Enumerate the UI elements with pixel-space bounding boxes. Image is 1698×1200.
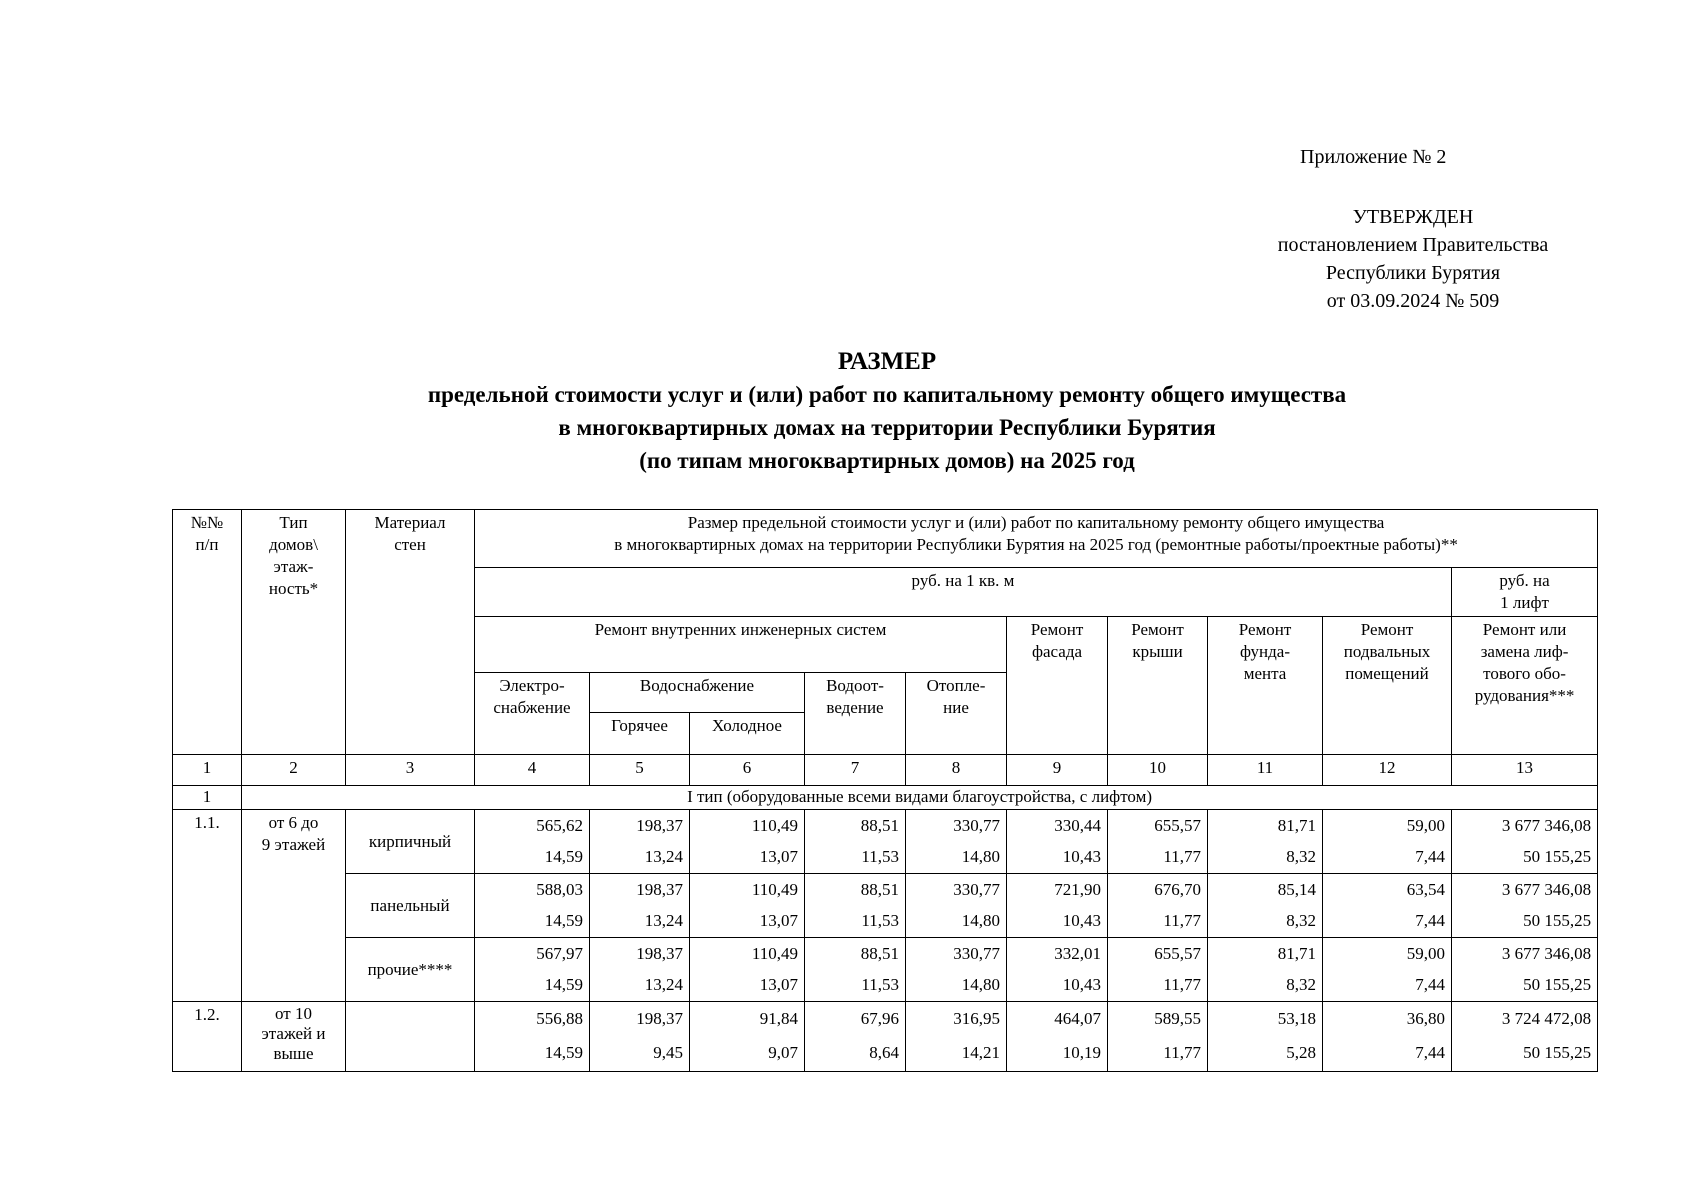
design-value: 5,28 [1208, 1036, 1323, 1072]
group-house-type-line: от 6 до [268, 813, 319, 832]
design-value: 13,07 [690, 970, 805, 1002]
title-line-3: в многоквартирных домах на территории Республики Бурятия [558, 415, 1216, 440]
header-roof-line: Ремонт [1131, 620, 1184, 639]
repair-value: 91,84 [690, 1002, 805, 1036]
header-drainage-line: ведение [826, 698, 884, 717]
header-wall-material [346, 510, 475, 755]
repair-value: 198,37 [590, 874, 690, 906]
document-title [0, 345, 1698, 477]
repair-value: 36,80 [1323, 1002, 1452, 1036]
repair-value: 464,07 [1007, 1002, 1108, 1036]
approval-line-3: Республики Бурятия [1325, 262, 1501, 284]
header-house-type-line: домов\ [269, 535, 318, 554]
header-drainage-line: Водоот- [826, 676, 884, 695]
repair-value: 330,77 [906, 938, 1007, 970]
header-house-type-line: этаж- [273, 557, 314, 576]
design-value: 11,53 [805, 906, 906, 938]
header-electric [475, 673, 590, 755]
repair-value: 655,57 [1108, 810, 1208, 842]
header-number-line: п/п [195, 535, 219, 554]
header-electric-line: снабжение [493, 698, 571, 717]
header-unit-lift-line: руб. на [1499, 571, 1550, 590]
group-house-type-line: 9 этажей [261, 835, 326, 854]
group-house-type-line: выше [273, 1044, 314, 1063]
repair-value: 330,77 [906, 810, 1007, 842]
design-value: 7,44 [1323, 970, 1452, 1002]
design-value: 10,19 [1007, 1036, 1108, 1072]
repair-value: 567,97 [475, 938, 590, 970]
design-value: 50 155,25 [1452, 842, 1598, 874]
column-number: 13 [1452, 755, 1598, 786]
design-value: 14,80 [906, 842, 1007, 874]
repair-value: 59,00 [1323, 938, 1452, 970]
column-number: 4 [475, 755, 590, 786]
header-main-line: Размер предельной стоимости услуг и (или) работ по капитальному ремонту общего имущества [687, 513, 1385, 532]
wall-material: кирпичный [346, 810, 475, 874]
appendix-label: Приложение № 2 [1300, 146, 1447, 168]
approval-block [1218, 203, 1608, 315]
header-house-type-line: ность* [268, 579, 319, 598]
repair-value: 3 677 346,08 [1452, 810, 1598, 842]
section-label: I тип (оборудованные всеми видами благоустройства, с лифтом) [242, 786, 1598, 810]
header-roof [1108, 617, 1208, 755]
repair-value: 721,90 [1007, 874, 1108, 906]
repair-value: 3 677 346,08 [1452, 874, 1598, 906]
repair-value: 88,51 [805, 810, 906, 842]
repair-value: 198,37 [590, 938, 690, 970]
repair-value: 556,88 [475, 1002, 590, 1036]
repair-value: 330,77 [906, 874, 1007, 906]
wall-material [346, 1002, 475, 1072]
header-lift-line: тового обо- [1483, 664, 1566, 683]
design-value: 7,44 [1323, 842, 1452, 874]
repair-value: 588,03 [475, 874, 590, 906]
header-cold-water: Холодное [690, 713, 805, 755]
header-internal-systems: Ремонт внутренних инженерных систем [475, 617, 1007, 673]
repair-value: 81,71 [1208, 810, 1323, 842]
repair-value: 63,54 [1323, 874, 1452, 906]
design-value: 7,44 [1323, 906, 1452, 938]
repair-value: 88,51 [805, 938, 906, 970]
header-water-supply: Водоснабжение [590, 673, 805, 713]
approval-line-2: постановлением Правительства [1277, 234, 1549, 256]
title-line-2: предельной стоимости услуг и (или) работ по капитальному ремонту общего имущества [427, 382, 1347, 407]
design-value: 13,07 [690, 842, 805, 874]
design-value: 10,43 [1007, 970, 1108, 1002]
header-heating-line: Отопле- [926, 676, 986, 695]
header-facade-line: Ремонт [1030, 620, 1084, 639]
header-electric-line: Электро- [499, 676, 565, 695]
approval-line-1: УТВЕРЖДЕН [1352, 206, 1474, 228]
column-number: 1 [173, 755, 242, 786]
header-house-type-line: Тип [279, 513, 308, 532]
group-number: 1.2. [173, 1002, 242, 1072]
title-line-1: РАЗМЕР [837, 348, 937, 375]
design-value: 9,07 [690, 1036, 805, 1072]
header-number-line: №№ [190, 513, 224, 532]
design-value: 50 155,25 [1452, 906, 1598, 938]
header-facade-line: фасада [1031, 642, 1083, 661]
repair-value: 589,55 [1108, 1002, 1208, 1036]
design-value: 14,80 [906, 970, 1007, 1002]
design-value: 13,07 [690, 906, 805, 938]
repair-value: 330,44 [1007, 810, 1108, 842]
design-value: 8,32 [1208, 842, 1323, 874]
group-house-type-line: от 10 [275, 1004, 312, 1023]
cost-table [172, 509, 1598, 1072]
repair-value: 676,70 [1108, 874, 1208, 906]
repair-value: 81,71 [1208, 938, 1323, 970]
design-value: 11,77 [1108, 906, 1208, 938]
header-wall-material-line: стен [394, 535, 426, 554]
design-value: 14,21 [906, 1036, 1007, 1072]
header-roof-line: крыши [1132, 642, 1183, 661]
header-lift-line: Ремонт или [1482, 620, 1567, 639]
design-value: 13,24 [590, 970, 690, 1002]
group-house-type-line: этажей и [261, 1024, 326, 1043]
design-value: 10,43 [1007, 842, 1108, 874]
design-value: 8,64 [805, 1036, 906, 1072]
repair-value: 3 724 472,08 [1452, 1002, 1598, 1036]
header-unit-sqm: руб. на 1 кв. м [475, 568, 1452, 617]
header-foundation [1208, 617, 1323, 755]
design-value: 50 155,25 [1452, 1036, 1598, 1072]
header-foundation-line: фунда- [1239, 642, 1291, 661]
title-line-4: (по типам многоквартирных домов) на 2025 год [639, 448, 1135, 473]
design-value: 8,32 [1208, 970, 1323, 1002]
header-main-line: в многоквартирных домах на территории Республики Бурятия на 2025 год (ремонтные работы/проектные работы)** [614, 535, 1458, 554]
repair-value: 316,95 [906, 1002, 1007, 1036]
design-value: 11,77 [1108, 842, 1208, 874]
repair-value: 59,00 [1323, 810, 1452, 842]
repair-value: 198,37 [590, 1002, 690, 1036]
header-lift-line: замена лиф- [1480, 642, 1569, 661]
group-house-type [242, 810, 346, 1002]
header-main [475, 510, 1598, 568]
design-value: 11,77 [1108, 1036, 1208, 1072]
repair-value: 565,62 [475, 810, 590, 842]
column-number: 6 [690, 755, 805, 786]
column-number: 5 [590, 755, 690, 786]
design-value: 11,53 [805, 970, 906, 1002]
header-facade [1007, 617, 1108, 755]
approval-line-4: от 03.09.2024 № 509 [1326, 290, 1500, 312]
column-number: 3 [346, 755, 475, 786]
design-value: 9,45 [590, 1036, 690, 1072]
design-value: 14,59 [475, 842, 590, 874]
design-value: 14,59 [475, 906, 590, 938]
wall-material: панельный [346, 874, 475, 938]
header-heating [906, 673, 1007, 755]
header-lift [1452, 617, 1598, 755]
repair-value: 332,01 [1007, 938, 1108, 970]
header-unit-lift [1452, 568, 1598, 617]
repair-value: 198,37 [590, 810, 690, 842]
header-number [173, 510, 242, 755]
header-unit-lift-line: 1 лифт [1500, 593, 1549, 612]
group-house-type [242, 1002, 346, 1072]
repair-value: 88,51 [805, 874, 906, 906]
header-basement [1323, 617, 1452, 755]
header-foundation-line: Ремонт [1238, 620, 1292, 639]
design-value: 14,59 [475, 970, 590, 1002]
design-value: 11,53 [805, 842, 906, 874]
column-number: 11 [1208, 755, 1323, 786]
design-value: 13,24 [590, 906, 690, 938]
repair-value: 53,18 [1208, 1002, 1323, 1036]
repair-value: 655,57 [1108, 938, 1208, 970]
header-lift-line: рудования*** [1474, 686, 1575, 705]
design-value: 50 155,25 [1452, 970, 1598, 1002]
design-value: 13,24 [590, 842, 690, 874]
repair-value: 67,96 [805, 1002, 906, 1036]
wall-material: прочие**** [346, 938, 475, 1002]
design-value: 7,44 [1323, 1036, 1452, 1072]
header-wall-material-line: Материал [374, 513, 446, 532]
header-foundation-line: мента [1243, 664, 1287, 683]
header-basement-line: подвальных [1343, 642, 1431, 661]
header-drainage [805, 673, 906, 755]
header-heating-line: ние [943, 698, 969, 717]
column-number: 8 [906, 755, 1007, 786]
repair-value: 110,49 [690, 938, 805, 970]
section-number: 1 [173, 786, 242, 810]
repair-value: 110,49 [690, 810, 805, 842]
repair-value: 3 677 346,08 [1452, 938, 1598, 970]
column-number: 2 [242, 755, 346, 786]
column-number: 7 [805, 755, 906, 786]
header-hot-water: Горячее [590, 713, 690, 755]
header-house-type [242, 510, 346, 755]
column-number: 9 [1007, 755, 1108, 786]
group-number: 1.1. [173, 810, 242, 1002]
design-value: 10,43 [1007, 906, 1108, 938]
design-value: 14,80 [906, 906, 1007, 938]
repair-value: 110,49 [690, 874, 805, 906]
column-number: 10 [1108, 755, 1208, 786]
repair-value: 85,14 [1208, 874, 1323, 906]
design-value: 11,77 [1108, 970, 1208, 1002]
column-number: 12 [1323, 755, 1452, 786]
header-basement-line: помещений [1345, 664, 1429, 683]
design-value: 14,59 [475, 1036, 590, 1072]
header-basement-line: Ремонт [1360, 620, 1414, 639]
design-value: 8,32 [1208, 906, 1323, 938]
